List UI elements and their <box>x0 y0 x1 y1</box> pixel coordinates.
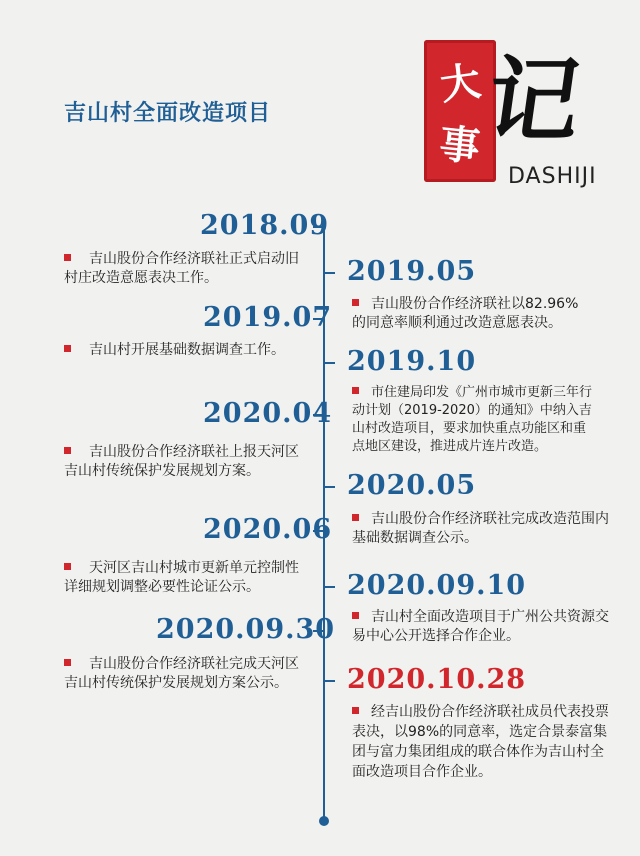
timeline-text: 市住建局印发《广州市城市更新三年行动计划（2019-2020）的通知》中纳入吉山村改造项目，要求加快重点功能区和重点地区建设，推进成片连片改造。 <box>352 385 593 454</box>
timeline-text: 吉山股份合作经济联社正式启动旧村庄改造意愿表决工作。 <box>64 251 299 286</box>
timeline-tick <box>325 272 335 274</box>
logo-char-ji: 记 <box>480 46 588 154</box>
timeline-entry <box>352 384 594 456</box>
logo <box>424 40 624 200</box>
timeline-tick <box>325 586 335 588</box>
timeline-tick <box>325 486 335 488</box>
page-title: 吉山村全面改造项目 <box>64 101 272 126</box>
timeline-tick <box>325 362 335 364</box>
timeline-text: 天河区吉山村城市更新单元控制性详细规划调整必要性论证公示。 <box>64 560 299 595</box>
timeline-text: 吉山股份合作经济联社以82.96%的同意率顺利通过改造意愿表决。 <box>352 296 579 331</box>
timeline-text: 吉山股份合作经济联社上报天河区吉山村传统保护发展规划方案。 <box>64 444 299 479</box>
timeline-entry <box>64 559 304 597</box>
timeline-text: 吉山村全面改造项目于广州公共资源交易中心公开选择合作企业。 <box>352 609 609 644</box>
timeline-entry <box>64 443 300 481</box>
timeline-entry <box>64 250 300 288</box>
timeline-date: 2020.06 <box>203 514 333 545</box>
timeline-text: 经吉山股份合作经济联社成员代表投票表决，以98%的同意率，选定合景泰富集团与富力集团组成的联合体作为吉山村全面改造项目合作企业。 <box>352 704 609 780</box>
logo-char-shi: 事 <box>437 120 483 171</box>
timeline-date: 2020.04 <box>203 398 333 429</box>
timeline-text: 吉山村开展基础数据调查工作。 <box>89 342 285 358</box>
timeline-date: 2019.07 <box>203 302 333 333</box>
timeline-date: 2019.05 <box>347 256 477 287</box>
bullet-icon <box>64 254 71 261</box>
timeline-date: 2020.05 <box>347 470 477 501</box>
timeline-date: 2019.10 <box>347 346 477 377</box>
bullet-icon <box>352 514 359 521</box>
timeline-tick <box>325 680 335 682</box>
timeline-text: 吉山股份合作经济联社完成改造范围内基础数据调查公示。 <box>352 511 609 546</box>
timeline-text: 吉山股份合作经济联社完成天河区吉山村传统保护发展规划方案公示。 <box>64 656 299 691</box>
bullet-icon <box>64 563 71 570</box>
timeline-date: 2018.09 <box>200 210 330 241</box>
timeline-axis-end-dot <box>319 816 329 826</box>
bullet-icon <box>64 659 71 666</box>
timeline-date: 2020.09.30 <box>156 614 336 645</box>
timeline-entry <box>352 608 614 646</box>
timeline-entry <box>352 702 612 782</box>
timeline-entry <box>64 655 308 693</box>
bullet-icon <box>352 387 359 394</box>
timeline-date: 2020.09.10 <box>347 570 527 601</box>
bullet-icon <box>64 345 71 352</box>
logo-subtitle: DASHIJI <box>508 164 597 189</box>
timeline-entry <box>352 295 592 333</box>
bullet-icon <box>352 299 359 306</box>
timeline-date-highlight: 2020.10.28 <box>347 664 527 695</box>
logo-seal <box>424 40 496 182</box>
bullet-icon <box>64 447 71 454</box>
bullet-icon <box>352 707 359 714</box>
timeline-entry <box>352 510 614 548</box>
logo-char-da: 大 <box>437 57 484 110</box>
timeline-entry <box>64 341 300 360</box>
bullet-icon <box>352 612 359 619</box>
